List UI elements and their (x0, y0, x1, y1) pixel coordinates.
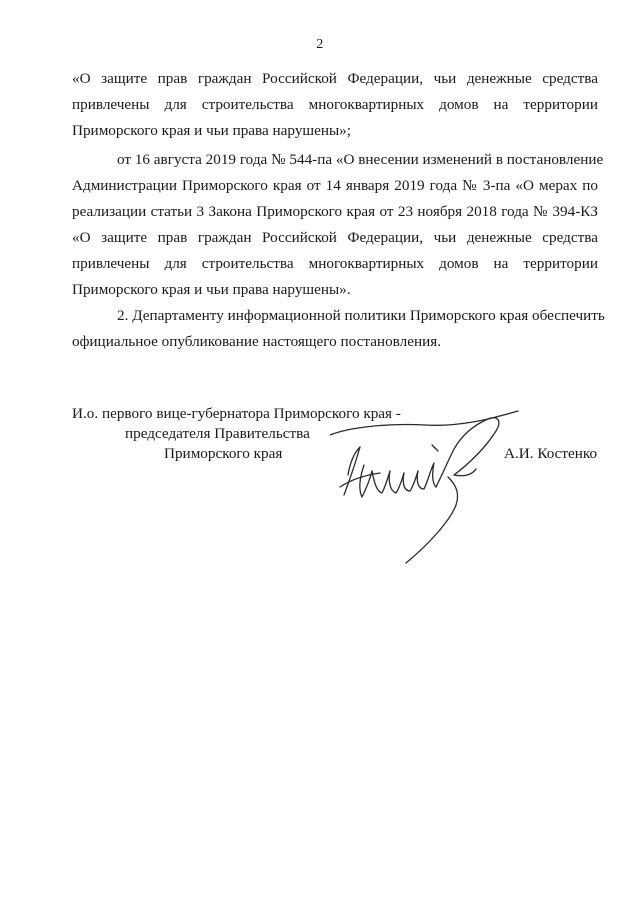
body-line: привлечены для строительства многоквартирных домов на территории (72, 96, 598, 113)
body-line: официальное опубликование настоящего постановления. (72, 333, 441, 350)
body-line: привлечены для строительства многоквартирных домов на территории (72, 255, 598, 272)
signatory-title-line2: председателя Правительства (125, 425, 310, 442)
signatory-name: А.И. Костенко (504, 445, 598, 462)
body-line: 2. Департаменту информационной политики Приморского края обеспечить (117, 307, 605, 324)
page-number: 2 (316, 37, 324, 52)
signatory-title-line1: И.о. первого вице-губернатора Приморского края - (72, 405, 401, 422)
body-line: Администрации Приморского края от 14 января 2019 года № 3-па «О мерах по (72, 177, 598, 194)
body-line: реализации статьи 3 Закона Приморского края от 23 ноября 2018 года № 394-КЗ (72, 203, 598, 220)
handwritten-signature (330, 405, 520, 565)
signatory-title-line3: Приморского края (164, 445, 283, 462)
body-line: Приморского края и чьи права нарушены»; (72, 122, 351, 139)
body-line: «О защите прав граждан Российской Федерации, чьи денежные средства (72, 70, 598, 87)
body-line: «О защите прав граждан Российской Федерации, чьи денежные средства (72, 229, 598, 246)
body-line: от 16 августа 2019 года № 544-па «О внесении изменений в постановление (117, 151, 604, 168)
body-line: Приморского края и чьи права нарушены». (72, 281, 351, 298)
